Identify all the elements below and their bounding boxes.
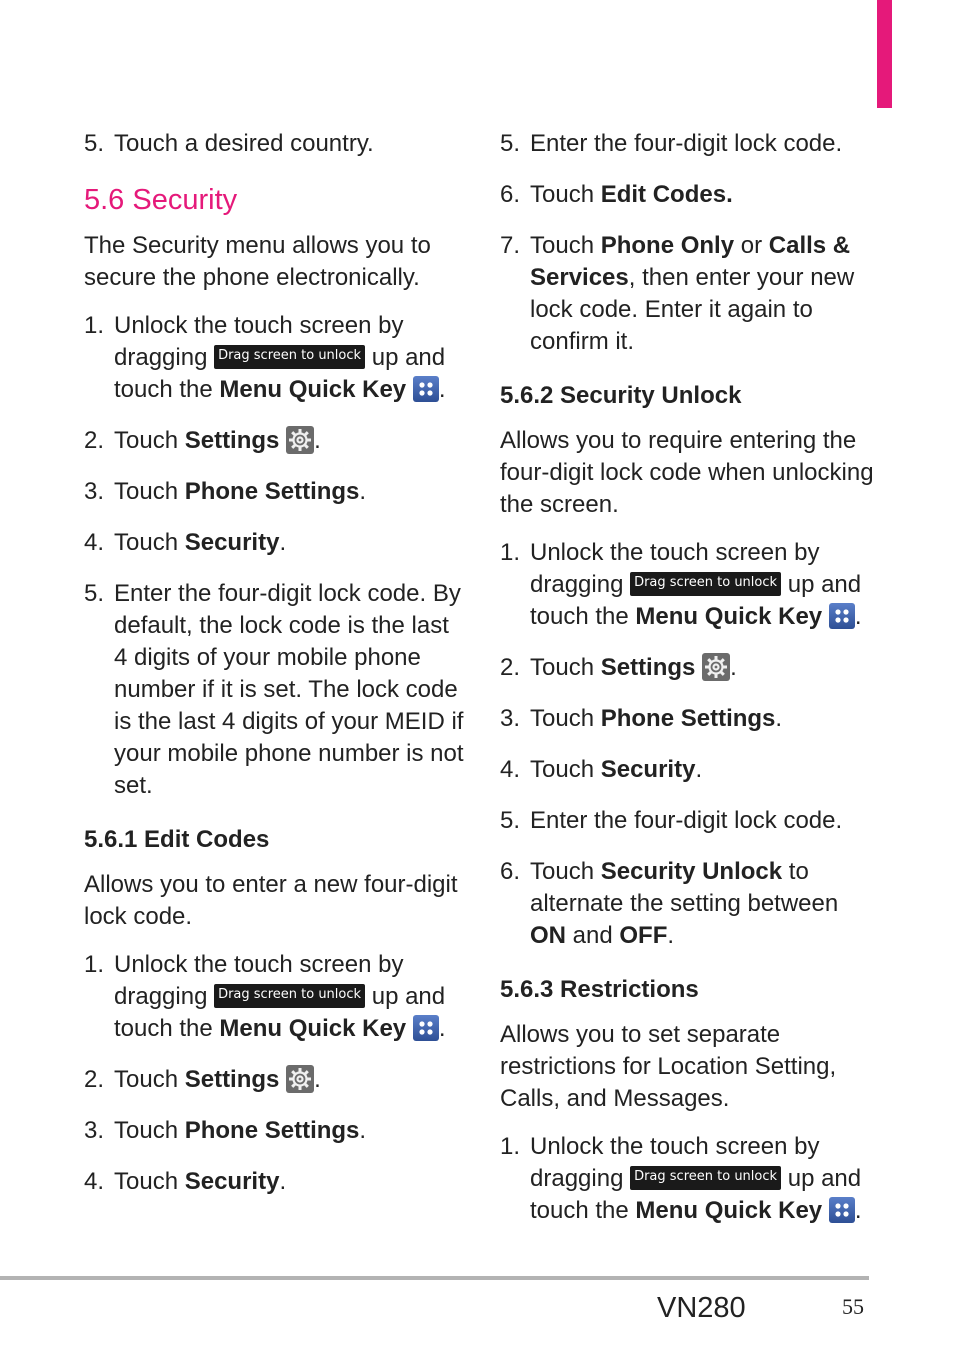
step-number: 5. [84,580,105,607]
unlock-step-1 [500,537,875,633]
restrictions-intro: Allows you to set separate restrictions for Location Setting, Calls, and Messages. [500,1021,837,1112]
step-number: 3. [84,478,105,505]
settings-gear-icon [286,426,314,454]
step-text: up and touch the [530,1165,862,1224]
edit-step-5 [500,128,875,160]
step-number: 1. [84,312,105,339]
settings-label: Settings [184,1066,280,1093]
footer-rule [0,1276,869,1280]
step-text: Enter the four-digit lock code. By default, the lock code is the last 4 digits of your mobile phone number if it is set. The lock code is the last 4 digits of your MEID if your mobile phone number is not set. [114,580,464,799]
step-punct: . [279,1168,287,1195]
step-text: Touch [530,181,601,208]
edit-codes-intro: Allows you to enter a new four-digit lock code. [84,871,458,930]
step-punct: . [730,654,737,681]
calls-services-label: Calls & Services [530,232,851,291]
step-number: 4. [84,1168,105,1195]
unlock-step-4 [500,754,875,786]
chapter-edge-tab [877,0,892,108]
security-step-2 [84,425,464,457]
drag-to-unlock-badge: Drag screen to unlock [214,345,365,369]
security-unlock-intro: Allows you to require entering the four-digit lock code when unlocking the screen. [500,427,874,518]
security-label: Security [600,756,696,783]
step-text: Enter the four-digit lock code. [530,807,843,834]
menu-quick-key-label: Menu Quick Key [635,1197,823,1224]
menu-quick-key-label: Menu Quick Key [219,1015,407,1042]
unlock-step-3 [500,703,875,735]
step-text: up and touch the [530,571,862,630]
menu-quick-key-icon [829,1197,855,1223]
step-punct: . [854,1197,862,1224]
step-number: 4. [84,529,105,556]
step-number: 5. [84,130,105,157]
security-label: Security [184,529,280,556]
phone-settings-label: Phone Settings [184,478,360,505]
restrict-step-1 [500,1131,875,1227]
security-step-1 [84,310,464,406]
step-text: to alternate the setting between [530,858,839,917]
settings-gear-icon [702,653,730,681]
security-unlock-heading: 5.6.2 Security Unlock [500,382,742,409]
restrictions-heading: 5.6.3 Restrictions [500,976,699,1003]
step-punct: . [314,427,321,454]
step-number: 2. [84,1066,105,1093]
security-step-5 [84,578,464,802]
page-number: 55 [842,1294,864,1319]
drag-to-unlock-badge: Drag screen to unlock [630,1166,781,1190]
on-label: ON [530,922,566,949]
step-text: Touch [114,1117,185,1144]
step-text: Touch [530,232,601,259]
step-text: Touch a desired country. [114,130,374,157]
step-text: Touch [530,858,601,885]
step-number: 3. [500,705,521,732]
step-text: or [734,232,769,259]
step-text: Unlock the touch screen by dragging [114,312,404,371]
security-label: Security [184,1168,280,1195]
menu-quick-key-label: Menu Quick Key [219,376,407,403]
step-punct: . [854,603,862,630]
step-number: 3. [84,1117,105,1144]
step-punct: . [359,1117,367,1144]
phone-only-label: Phone Only [600,232,735,259]
settings-gear-icon [286,1065,314,1093]
menu-quick-key-label: Menu Quick Key [635,603,823,630]
settings-label: Settings [184,427,280,454]
model-name: VN280 [657,1292,746,1324]
step-text: Touch [114,529,185,556]
step-text: Touch [530,654,601,681]
country-step [84,128,464,160]
step-text: up and touch the [114,344,446,403]
step-number: 2. [500,654,521,681]
step-number: 1. [500,1133,521,1160]
step-punct: . [314,1066,321,1093]
unlock-step-2 [500,652,875,684]
edit-codes-heading: 5.6.1 Edit Codes [84,826,270,853]
step-punct: . [359,478,367,505]
security-step-4 [84,527,464,559]
step-text: Touch [114,1066,185,1093]
left-column [84,128,464,1198]
phone-settings-label: Phone Settings [600,705,776,732]
drag-to-unlock-badge: Drag screen to unlock [214,984,365,1008]
edit-step-6 [500,179,875,211]
step-number: 4. [500,756,521,783]
step-text: Touch [114,478,185,505]
step-punct: . [775,705,783,732]
phone-settings-label: Phone Settings [184,1117,360,1144]
unlock-step-5 [500,805,875,837]
menu-quick-key-icon [413,1015,439,1041]
step-punct: . [438,376,446,403]
unlock-step-6 [500,856,875,952]
step-text: and [566,922,620,949]
step-punct: . [438,1015,446,1042]
step-punct: . [667,922,675,949]
step-text: Enter the four-digit lock code. [530,130,843,157]
step-punct: . [279,529,287,556]
step-text: Touch [530,705,601,732]
menu-quick-key-icon [413,376,439,402]
step-text: up and touch the [114,983,446,1042]
section-title: 5.6 Security [84,184,238,216]
step-number: 1. [500,539,521,566]
edit-step-2 [84,1064,464,1096]
step-number: 6. [500,181,521,208]
right-column [500,128,875,1227]
step-text: Touch [114,1168,185,1195]
step-text: , then enter your new lock code. Enter it again to confirm it. [530,264,855,355]
edit-step-7 [500,230,875,358]
edit-codes-label: Edit Codes. [600,181,733,208]
drag-to-unlock-badge: Drag screen to unlock [630,572,781,596]
step-number: 6. [500,858,521,885]
edit-step-1 [84,949,464,1045]
security-intro: The Security menu allows you to secure the phone electronically. [84,232,431,291]
step-punct: . [695,756,703,783]
step-text: Touch [114,427,185,454]
step-number: 7. [500,232,521,259]
step-number: 5. [500,807,521,834]
step-text: Touch [530,756,601,783]
edit-step-3 [84,1115,464,1147]
security-unlock-label: Security Unlock [600,858,783,885]
off-label: OFF [619,922,668,949]
step-text: Unlock the touch screen by dragging [530,1133,820,1192]
security-step-3 [84,476,464,508]
edit-step-4 [84,1166,464,1198]
settings-label: Settings [600,654,696,681]
step-text: Unlock the touch screen by dragging [530,539,820,598]
step-number: 2. [84,427,105,454]
step-number: 5. [500,130,521,157]
step-number: 1. [84,951,105,978]
menu-quick-key-icon [829,603,855,629]
step-text: Unlock the touch screen by dragging [114,951,404,1010]
